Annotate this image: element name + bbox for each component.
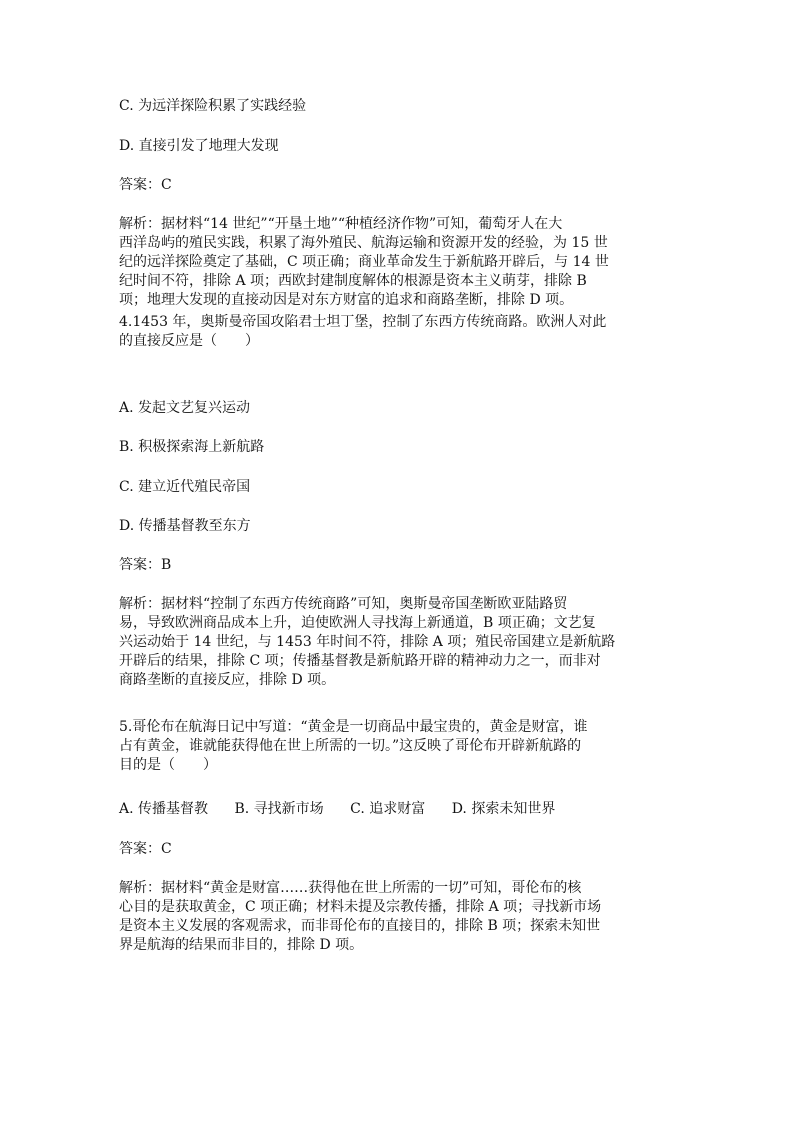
q4-analysis-line: 商路垄断的直接反应，排除 D 项。: [119, 672, 336, 688]
q5-stem-line: 目的是（ ）: [119, 757, 217, 773]
q4-option-a: A. 发起文艺复兴运动: [119, 400, 251, 416]
q5-analysis-line: 解析：据材料“黄金是财富……获得他在世上所需的一切”可知，哥伦布的核: [119, 880, 582, 896]
q4-stem: [119, 313, 679, 351]
q4-option-d: D. 传播基督教至东方: [119, 518, 251, 534]
q5-analysis-line: 界是航海的结果而非目的，排除 D 项。: [119, 937, 364, 953]
q4-stem-line: 的直接反应是（ ）: [119, 333, 259, 349]
q5-analysis-line: 是资本主义发展的客观需求，而非哥伦布的直接目的，排除 B 项；探索未知世: [119, 918, 601, 934]
q4-analysis: [119, 595, 679, 690]
q5-analysis: [119, 879, 679, 955]
q3-analysis-line: 纪时间不符，排除 A 项；西欧封建制度解体的根源是资本主义萌芽，排除 B: [119, 273, 587, 289]
q3-analysis-line: 纪的远洋探险奠定了基础，C 项正确；商业革命发生于新航路开辟后，与 14 世: [119, 254, 609, 270]
q4-option-b: B. 积极探索海上新航路: [119, 439, 265, 455]
q5-stem-line: 占有黄金，谁就能获得他在世上所需的一切。”这反映了哥伦布开辟新航路的: [119, 738, 582, 754]
q3-option-d: D. 直接引发了地理大发现: [119, 138, 279, 154]
q5-option-d: D. 探索未知世界: [451, 801, 556, 817]
q5-option-c: C. 追求财富: [350, 801, 426, 817]
q3-analysis: [119, 215, 679, 310]
q5-stem-line: 5.哥伦布在航海日记中写道：“黄金是一切商品中最宝贵的，黄金是财富，谁: [119, 719, 588, 735]
q5-answer: 答案：C: [119, 841, 172, 857]
q5-analysis-line: 心目的是获取黄金，C 项正确；材料未提及宗教传播，排除 A 项；寻找新市场: [119, 899, 602, 915]
q4-analysis-line: 兴运动始于 14 世纪，与 1453 年时间不符，排除 A 项；殖民帝国建立是新航路: [119, 634, 616, 650]
q5-option-b: B. 寻找新市场: [234, 801, 324, 817]
q3-option-c: C. 为远洋探险积累了实践经验: [119, 98, 307, 114]
q5-stem: [119, 718, 679, 775]
q5-option-a: A. 传播基督教: [119, 801, 209, 817]
q4-analysis-line: 解析：据材料“控制了东西方传统商路”可知，奥斯曼帝国垄断欧亚陆路贸: [119, 596, 568, 612]
q4-answer: 答案：B: [119, 557, 172, 573]
q3-answer: 答案：C: [119, 177, 172, 193]
q4-analysis-line: 开辟后的结果，排除 C 项；传播基督教是新航路开辟的精神动力之一，而非对: [119, 653, 601, 669]
q5-options-row: [119, 800, 577, 819]
q4-stem-line: 4.1453 年，奥斯曼帝国攻陷君士坦丁堡，控制了东西方传统商路。欧洲人对此: [119, 314, 607, 330]
q3-analysis-line: 西洋岛屿的殖民实践，积累了海外殖民、航海运输和资源开发的经验，为 15 世: [119, 235, 608, 251]
q4-option-c: C. 建立近代殖民帝国: [119, 479, 251, 495]
q3-analysis-line: 项；地理大发现的直接动因是对东方财富的追求和商路垄断，排除 D 项。: [119, 292, 574, 308]
q4-analysis-line: 易，导致欧洲商品成本上升，迫使欧洲人寻找海上新通道，B 项正确；文艺复: [119, 615, 596, 631]
q3-analysis-line: 解析：据材料“14 世纪”“开垦土地”“种植经济作物”可知，葡萄牙人在大: [119, 216, 563, 232]
